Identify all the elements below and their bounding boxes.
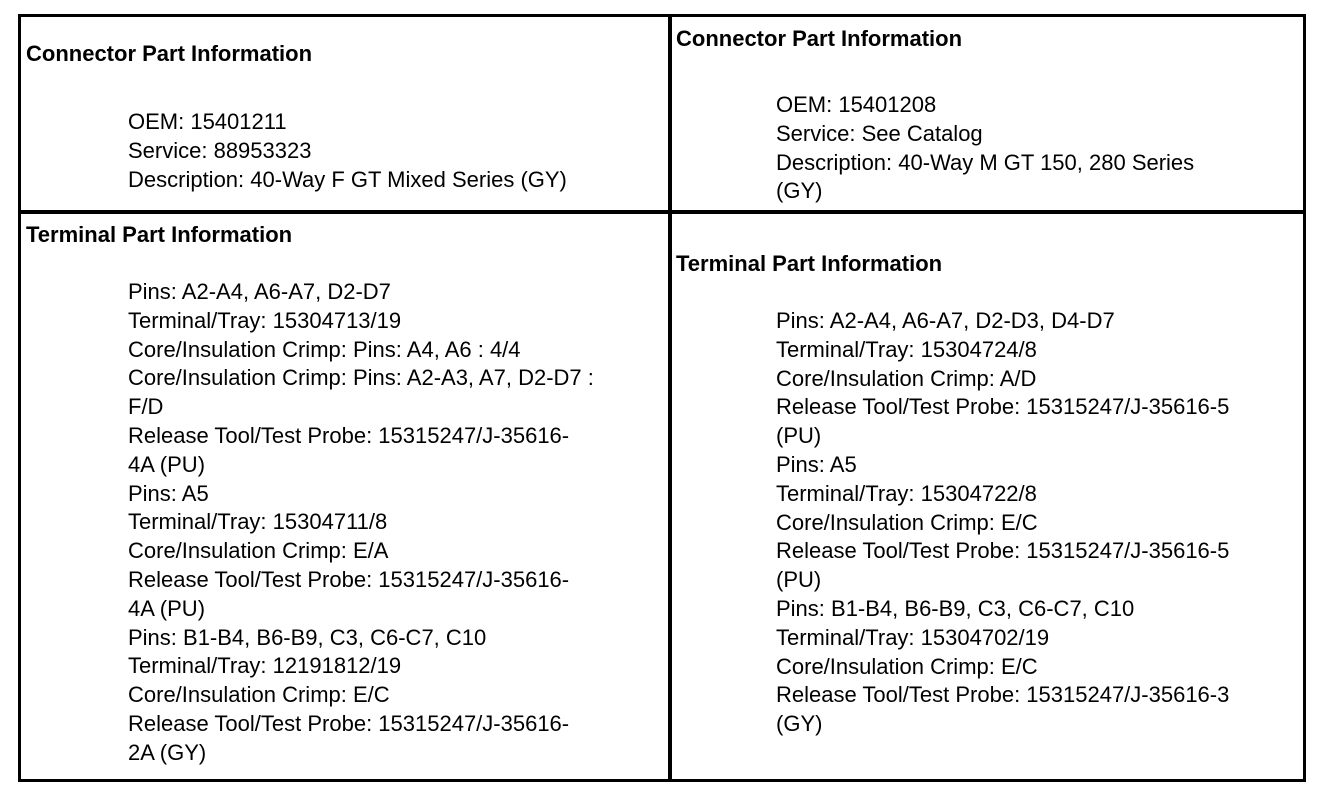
info-line: Core/Insulation Crimp: Pins: A2-A3, A7, D2-D7 : [128, 365, 594, 391]
info-line: Core/Insulation Crimp: E/C [776, 653, 1038, 679]
info-line: (GY) [776, 178, 823, 204]
terminal-info-right-lines [776, 307, 1304, 739]
info-line: Pins: A2-A4, A6-A7, D2-D7 [128, 279, 391, 304]
info-line: Terminal/Tray: 15304722/8 [776, 480, 1037, 506]
info-line: Terminal/Tray: 15304711/8 [128, 509, 388, 535]
info-line: (GY) [776, 711, 823, 737]
info-line: Release Tool/Test Probe: 15315247/J-35616- [128, 566, 570, 592]
info-line: Core/Insulation Crimp: A/D [776, 365, 1037, 391]
connector-info-left-lines [128, 108, 661, 194]
info-line: Pins: B1-B4, B6-B9, C3, C6-C7, C10 [128, 624, 487, 650]
info-line: Terminal/Tray: 15304713/19 [128, 307, 402, 333]
connector-info-right-cell [676, 25, 1304, 206]
column-divider [668, 17, 672, 779]
terminal-info-right-heading: Terminal Part Information [676, 251, 943, 276]
terminal-info-right-cell [676, 250, 1304, 739]
info-line: Release Tool/Test Probe: 15315247/J-35616- [128, 710, 570, 736]
connector-info-right-heading: Connector Part Information [676, 26, 963, 51]
info-line: Release Tool/Test Probe: 15315247/J-35616- [128, 422, 570, 448]
info-line: Pins: B1-B4, B6-B9, C3, C6-C7, C10 [776, 595, 1135, 621]
info-line: OEM: 15401208 [776, 92, 937, 117]
terminal-info-left-heading: Terminal Part Information [26, 222, 293, 247]
connector-info-left-cell [26, 40, 661, 194]
info-line: Core/Insulation Crimp: E/C [128, 682, 390, 708]
info-line: F/D [128, 394, 164, 420]
info-line: Core/Insulation Crimp: Pins: A4, A6 : 4/4 [128, 336, 521, 362]
info-line: Pins: A5 [776, 451, 857, 477]
info-line: OEM: 15401211 [128, 109, 287, 134]
info-line: Pins: A2-A4, A6-A7, D2-D3, D4-D7 [776, 308, 1115, 333]
terminal-info-left-cell [26, 221, 661, 768]
info-line: Terminal/Tray: 15304724/8 [776, 336, 1037, 362]
info-line: Service: See Catalog [776, 120, 983, 146]
info-line: 4A (PU) [128, 451, 206, 477]
info-line: Description: 40-Way F GT Mixed Series (GY) [128, 166, 567, 192]
info-line: Core/Insulation Crimp: E/C [776, 509, 1038, 535]
part-information-table [18, 14, 1306, 782]
info-line: Description: 40-Way M GT 150, 280 Series [776, 149, 1195, 175]
info-line: Terminal/Tray: 15304702/19 [776, 624, 1050, 650]
row-divider [21, 210, 1303, 214]
info-line: Service: 88953323 [128, 137, 312, 163]
info-line: Pins: A5 [128, 480, 209, 506]
info-line: 2A (GY) [128, 739, 207, 765]
connector-info-right-lines [776, 91, 1304, 206]
info-line: Core/Insulation Crimp: E/A [128, 538, 389, 564]
info-line: Terminal/Tray: 12191812/19 [128, 653, 402, 679]
terminal-info-left-lines [128, 278, 661, 768]
connector-info-left-heading: Connector Part Information [26, 41, 313, 66]
info-line: (PU) [776, 423, 822, 449]
info-line: 4A (PU) [128, 595, 206, 621]
info-line: Release Tool/Test Probe: 15315247/J-35616-5 [776, 394, 1230, 420]
info-line: (PU) [776, 567, 822, 593]
info-line: Release Tool/Test Probe: 15315247/J-35616-3 [776, 682, 1230, 708]
info-line: Release Tool/Test Probe: 15315247/J-35616-5 [776, 538, 1230, 564]
